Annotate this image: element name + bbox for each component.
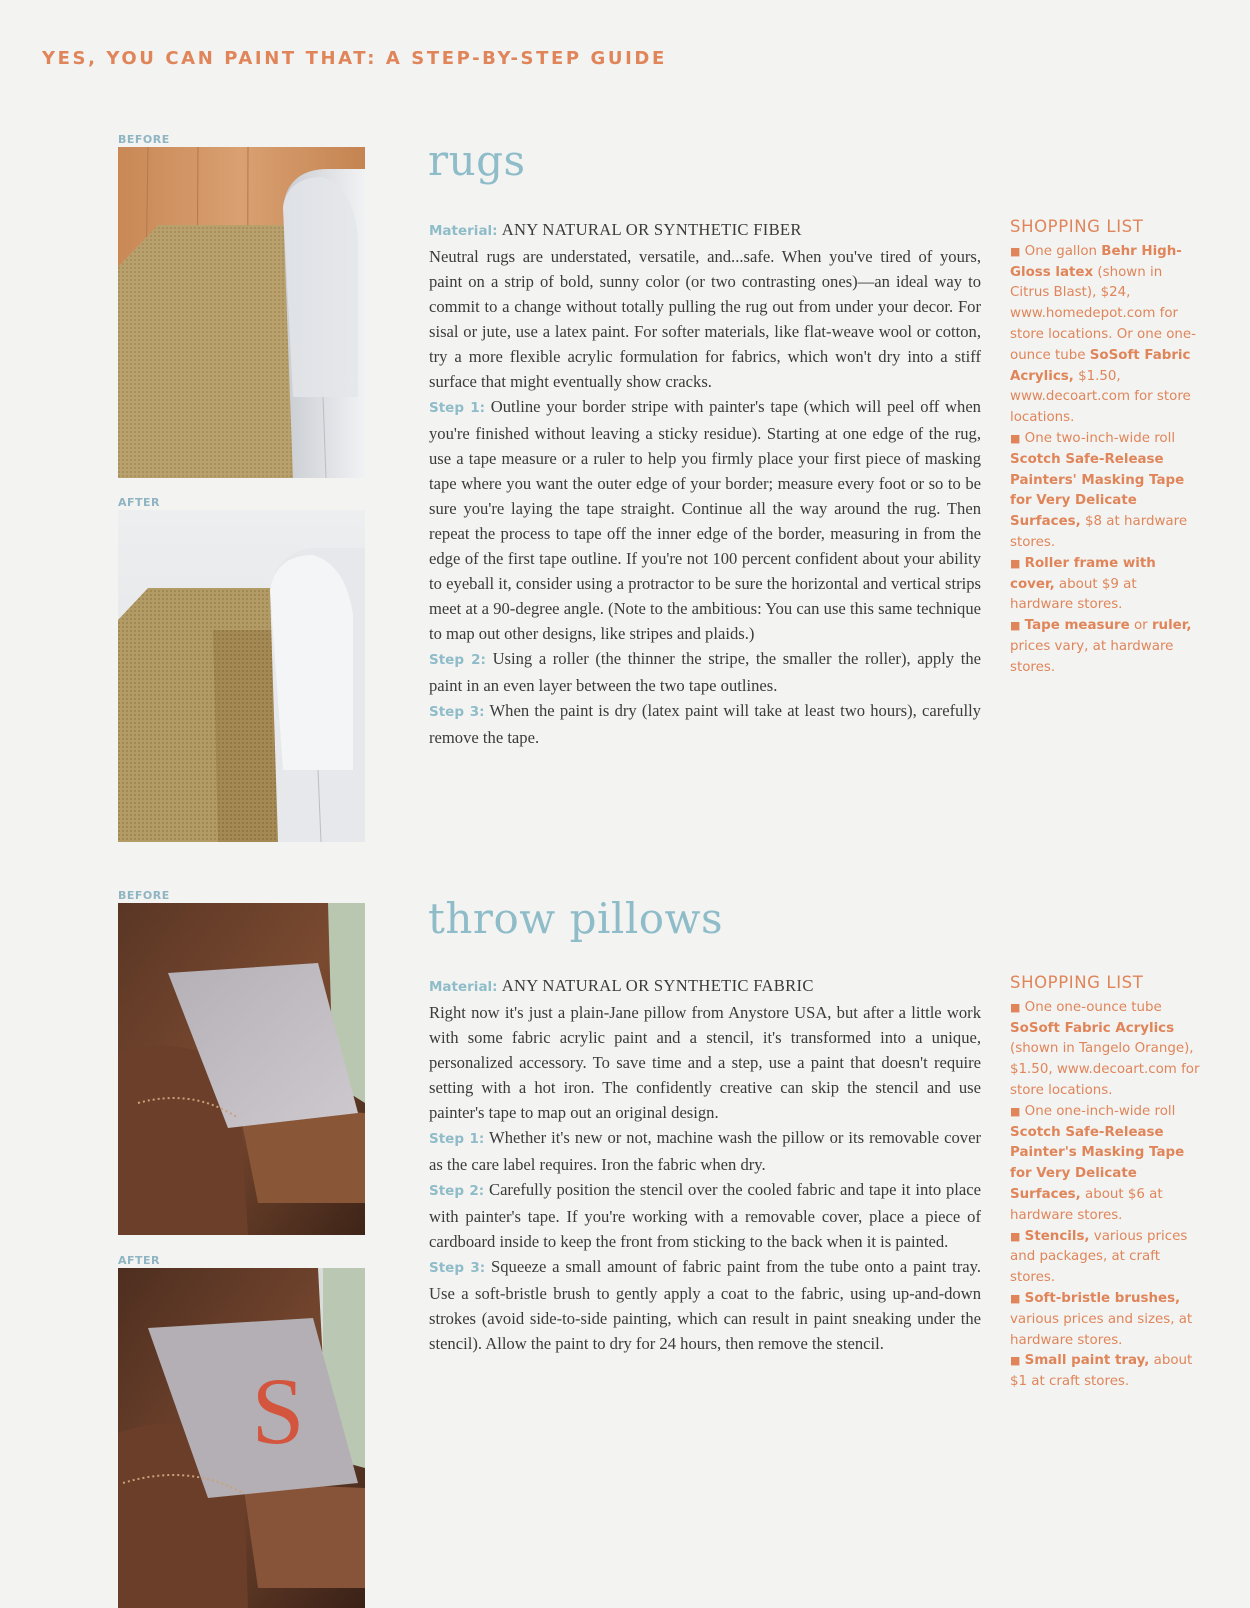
item-text: about $9 at hardware stores. [1010,576,1137,613]
item-product: Small paint tray, [1024,1353,1150,1369]
shopping-item [1010,1227,1200,1289]
rugs-step-3 [429,698,981,750]
pillows-after-photo [118,1268,365,1608]
item-product: ruler, [1151,618,1192,634]
item-product: SoSoft Fabric Acrylics [1010,1020,1175,1036]
pillows-after-label: AFTER [118,1254,161,1267]
rugs-after-label: AFTER [118,496,161,509]
pillows-step-2-label: Step 2: [429,1183,485,1199]
pillows-shopping-list [1010,973,1200,1393]
rugs-step-3-text: When the paint is dry (latex paint will take at least two hours), carefully remove the tape. [429,701,981,747]
rugs-shopping-title: SHOPPING LIST [1010,217,1144,236]
pillows-material-label: Material: [429,979,498,995]
pillows-step-1-text: Whether it's new or not, machine wash the pillow or its removable cover as the care label requires. Iron the fabric when dry. [429,1128,981,1174]
rugs-step-2 [429,646,981,698]
bullet-icon: ■ [1010,1104,1021,1118]
item-text: One gallon [1024,243,1102,259]
bullet-icon: ■ [1010,1354,1021,1368]
rugs-step-1-text: Outline your border stripe with painter's tape (which will peel off when you're finished without leaving a sticky residue). Starting at one edge of the rug, use a tape measure or a ruler to help you firmly place your first piece of masking tape where you want the outer edge of your border; measure every foot or so to be sure you're laying the tape straight. Continue all the way around the rug. Then repeat the process to tape off the inner edge of the border, measuring in from the edge of the first tape outline. If you're not 100 percent confident about your ability to eyeball it, consider using a protractor to be sure the horizontal and vertical strips meet at a 90-degree angle. (Note to the ambitious: You can use this same technique to map out other designs, like stripes and plaids.) [429,397,981,643]
rugs-material-line [429,217,981,244]
monogram-letter: S [251,1358,305,1464]
rugs-before-label: BEFORE [118,133,170,146]
item-text: various prices and sizes, at hardware stores. [1010,1311,1193,1348]
shopping-item [1010,554,1200,616]
pillows-step-3 [429,1254,981,1356]
item-text: One two-inch-wide roll [1024,430,1176,446]
item-text: $8 at hardware stores. [1010,514,1188,550]
rugs-intro: Neutral rugs are understated, versatile, and...safe. When you've tired of yours, paint on a strip of bold, sunny color (or two contrasting ones)—an ideal way to commit to a change without totally pulling the rug out from under your decor. For sisal or jute, use a latex paint. For softer materials, like flat-weave wool or cotton, try a more flexible acrylic formulation for fabrics, which won't dry into a stiff surface that might eventually show cracks. [429,247,981,391]
pillows-intro: Right now it's just a plain-Jane pillow from Anystore USA, but after a little work with some fabric acrylic paint and a stencil, it's transformed into a unique, personalized accessory. To save time and a step, use a paint that doesn't require setting with a hot iron. The confidently creative can skip the stencil and use painter's tape to map out an original design. [429,1003,981,1122]
running-head: YES, YOU CAN PAINT THAT: A STEP-BY-STEP GUIDE [42,48,667,69]
item-text: One one-ounce tube [1024,999,1162,1015]
item-text: $1.50, www.decoart.com for store locations. [1010,368,1191,426]
rugs-step-1-label: Step 1: [429,400,486,416]
rugs-step-2-label: Step 2: [429,652,486,668]
pillows-step-1-label: Step 1: [429,1131,485,1147]
pillows-step-2 [429,1177,981,1254]
item-product: Tape measure [1024,618,1130,634]
item-text: various prices and packages, at craft stores. [1010,1228,1188,1286]
pillows-before-photo [118,903,365,1235]
bullet-icon: ■ [1010,1291,1021,1305]
pillows-step-3-label: Step 3: [429,1260,486,1276]
shopping-item [1010,429,1200,554]
item-text: (shown in Citrus Blast), $24, www.homedepot.com for store locations. Or one one-ounce tube [1010,264,1196,363]
rugs-step-2-text: Using a roller (the thinner the stripe, the smaller the roller), apply the paint in an even layer between the two tape outlines. [429,649,981,695]
rugs-step-3-label: Step 3: [429,704,485,720]
pillows-title: throw pillows [428,894,724,943]
item-text: about $1 at craft stores. [1010,1353,1193,1390]
item-product: Scotch Safe-Release Painters' Masking Tape for Very Delicate Surfaces, [1010,451,1185,530]
rugs-step-1 [429,394,981,646]
item-text: One one-inch-wide roll [1024,1103,1176,1119]
shopping-item [1010,1351,1200,1393]
item-text: or [1129,618,1152,634]
item-text: (shown in Tangelo Orange), $1.50, www.decoart.com for store locations. [1010,1041,1200,1098]
pillows-step-3-text: Squeeze a small amount of fabric paint from the tube onto a paint tray. Use a soft-bristle brush to gently apply a coat to the fabric, using up-and-down strokes (avoid side-to-side painting, which can result in paint sneaking under the stencil). Allow the paint to dry for 24 hours, then remove the stencil. [429,1257,981,1353]
pillows-material-line [429,973,981,1000]
rugs-body [429,217,981,750]
item-text: prices vary, at hardware stores. [1010,638,1174,675]
shopping-item [1010,998,1200,1102]
rugs-title: rugs [428,136,526,185]
item-product: Soft-bristle brushes, [1024,1290,1181,1306]
bullet-icon: ■ [1010,244,1021,258]
bullet-icon: ■ [1010,431,1021,445]
shopping-item [1010,242,1200,429]
pillows-body [429,973,981,1356]
item-product: Scotch Safe-Release Painter's Masking Tape for Very Delicate Surfaces, [1010,1124,1185,1202]
item-product: Roller frame with cover, [1010,555,1156,592]
pillows-material-value: ANY NATURAL OR SYNTHETIC FABRIC [501,976,814,995]
rugs-before-photo [118,147,365,478]
bullet-icon: ■ [1010,1229,1021,1243]
rugs-after-photo [118,510,365,842]
item-product: Stencils, [1024,1228,1090,1244]
shopping-item [1010,616,1200,678]
bullet-icon: ■ [1010,1000,1021,1014]
shopping-item [1010,1289,1200,1351]
pillows-step-2-text: Carefully position the stencil over the cooled fabric and tape it into place with painter's tape. If you're working with a removable cover, place a piece of cardboard inside to keep the front from sticking to the back when it is painted. [429,1180,981,1251]
pillows-before-label: BEFORE [118,889,170,902]
bullet-icon: ■ [1010,619,1021,633]
pillows-step-1 [429,1125,981,1177]
rugs-shopping-list [1010,217,1200,679]
rugs-material-label: Material: [429,223,498,239]
bullet-icon: ■ [1010,556,1021,570]
item-text: about $6 at hardware stores. [1010,1186,1163,1223]
rugs-material-value: ANY NATURAL OR SYNTHETIC FIBER [501,220,802,239]
item-product: Behr High-Gloss latex [1010,243,1182,280]
item-product: SoSoft Fabric Acrylics, [1010,347,1191,384]
pillows-shopping-title: SHOPPING LIST [1010,973,1144,992]
shopping-item [1010,1102,1200,1227]
